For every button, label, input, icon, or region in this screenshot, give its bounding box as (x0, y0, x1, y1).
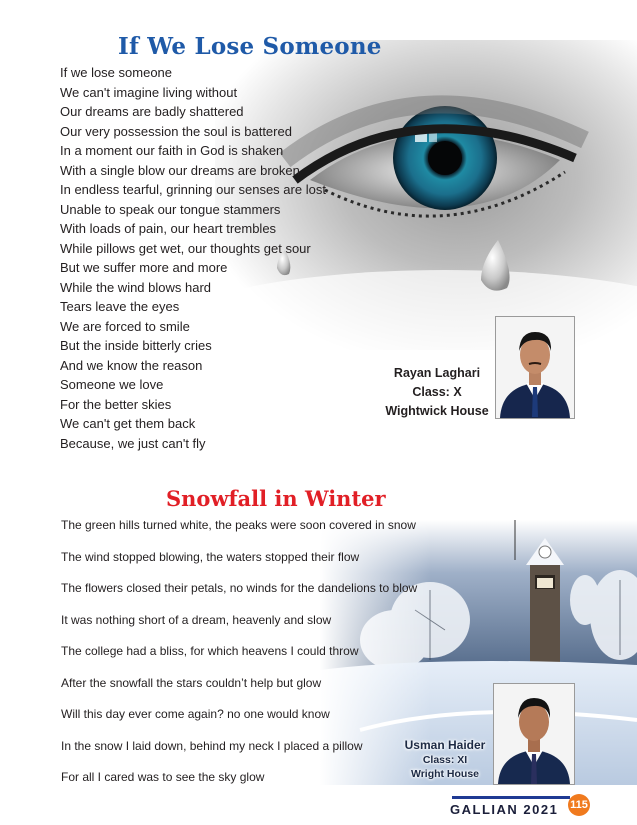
author1-portrait-photo (495, 316, 575, 419)
poem-line: If we lose someone (60, 65, 173, 80)
poem-line: While the wind blows hard (60, 279, 212, 295)
poem-line: Someone we love (60, 377, 164, 392)
author2-credit (395, 738, 495, 781)
author1-class: Class: X (412, 385, 462, 399)
magazine-name: GALLIAN 2021 (450, 802, 559, 817)
poem-line: In a moment our faith in God is shaken (60, 143, 284, 158)
footer-rule (452, 796, 570, 799)
poem-line: For the better skies (60, 396, 172, 412)
author2-class: Class: XI (422, 754, 468, 766)
poem-line: While pillows get wet, our thoughts get sour (60, 240, 311, 256)
poem-line: Because, we just can't fly (60, 435, 206, 451)
author2-portrait-photo (493, 683, 575, 785)
page-number-badge: 115 (568, 794, 590, 816)
poem-line: In endless tearful, grinning our senses are lost (60, 182, 326, 197)
poem-line: The green hills turned white, the peaks were soon covered in snow (61, 518, 416, 532)
poem-line: And we know the reason (60, 357, 203, 373)
author2-name: Usman Haider (404, 738, 486, 752)
poem-line: After the snowfall the stars couldn’t help but glow (61, 675, 322, 690)
poem-line: We can't imagine living without (60, 84, 238, 100)
poem-line: But the inside bitterly cries (60, 338, 212, 353)
poem-line: But we suffer more and more (60, 260, 228, 275)
poem-line: With a single blow our dreams are broken (60, 162, 300, 178)
poem-line: For all I cared was to see the sky glow (61, 770, 265, 784)
poem-line: The wind stopped blowing, the waters stopped their flow (61, 549, 360, 564)
poem-line: We are forced to smile (60, 318, 190, 334)
poem1-title: If We Lose Someone (118, 33, 382, 60)
poem2-title: Snowfall in Winter (166, 486, 386, 511)
poem-line: Our dreams are badly shattered (60, 104, 244, 119)
poem-line: The flowers closed their petals, no winds for the dandelions to blow (61, 581, 418, 595)
author1-credit (382, 364, 492, 421)
poem-line: Our very possession the soul is battered (60, 123, 292, 139)
poem-line: We can't get them back (60, 416, 196, 431)
author1-house: Wightwick House (385, 404, 489, 418)
poem-line: Tears leave the eyes (60, 299, 180, 314)
poem-line: It was nothing short of a dream, heavenly and slow (61, 612, 332, 627)
poem1-verse (60, 63, 326, 453)
poem-line: Unable to speak our tongue stammers (60, 201, 281, 217)
poem2-verse (61, 518, 417, 802)
author1-name: Rayan Laghari (393, 366, 481, 380)
author2-house: Wright House (410, 768, 480, 780)
poem-line: With loads of pain, our heart trembles (60, 221, 277, 236)
poem-line: Will this day ever come again? no one would know (61, 707, 330, 721)
poem-line: In the snow I laid down, behind my neck I placed a pillow (61, 738, 363, 753)
poem-line: The college had a bliss, for which heavens I could throw (61, 644, 359, 658)
page-footer (430, 788, 637, 825)
